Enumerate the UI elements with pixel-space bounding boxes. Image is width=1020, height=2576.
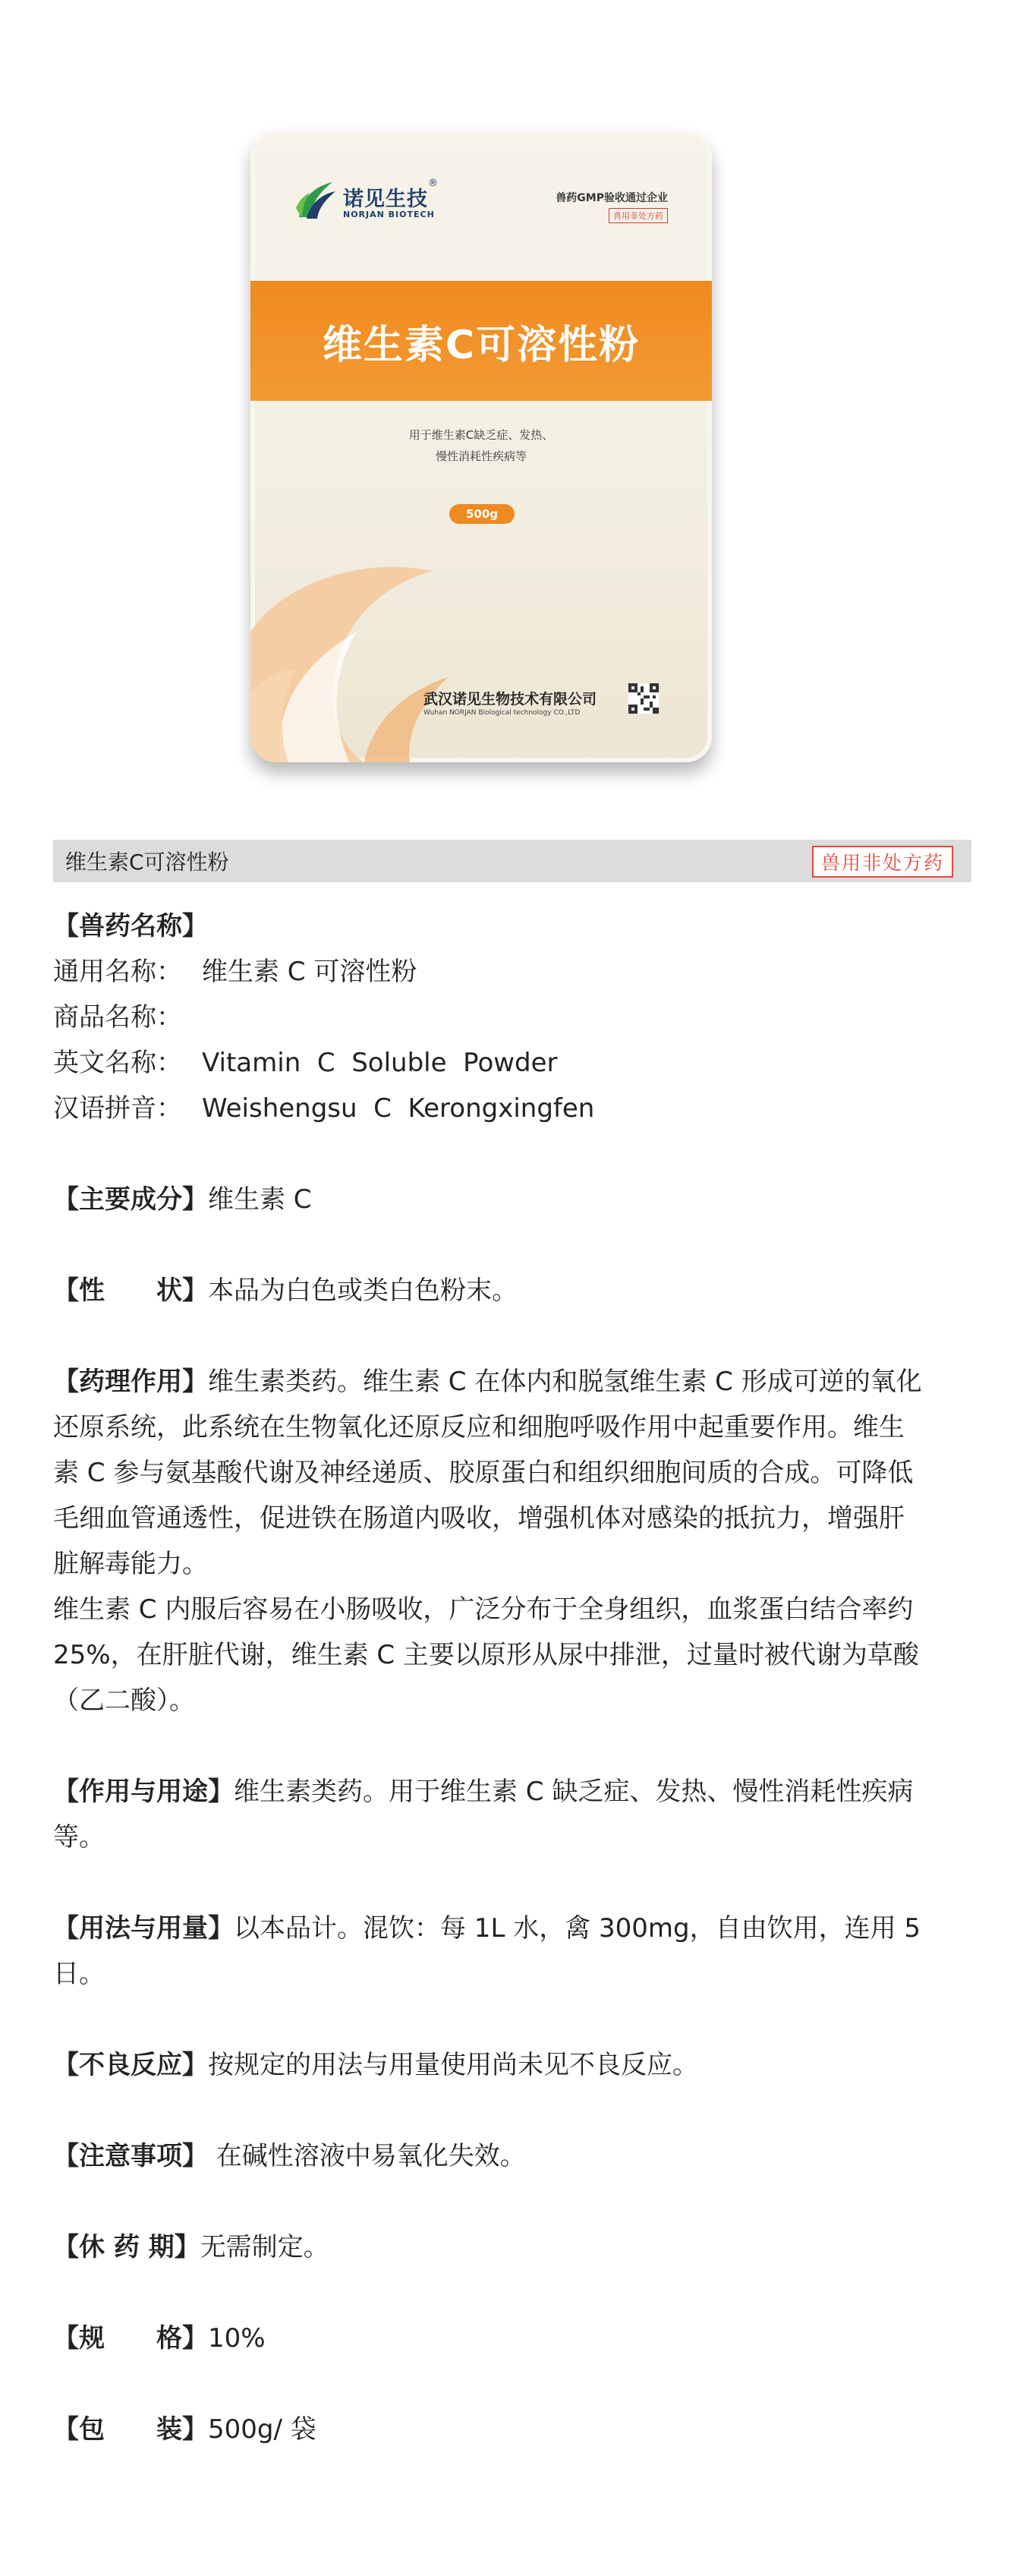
character-section [53, 1268, 979, 1313]
info-row [53, 995, 979, 1040]
registered-mark: ® [428, 178, 438, 189]
brand-name-en: NORJAN BIOTECH [343, 210, 435, 219]
package-product-name: 维生素C可溶性粉 [322, 322, 641, 368]
pharmacology-section [53, 1359, 979, 1405]
info-row [53, 949, 979, 995]
character-heading: 【性 状】 [53, 1275, 208, 1306]
info-row [53, 1040, 979, 1086]
info-label: 商品名称： [53, 1002, 182, 1033]
withdrawal-text: 无需制定。 [200, 2232, 329, 2262]
precaution-heading: 【注意事项】 [53, 2141, 208, 2171]
spec-section [53, 2316, 979, 2361]
otc-vet-badge: 兽用非处方药 [812, 846, 953, 878]
pharmacology-line: 素 C 参与氨基酸代谢及神经递质、胶原蛋白和组织细胞间质的合成。可降低 [53, 1458, 914, 1488]
product-title-bar [53, 840, 971, 882]
vet-name-heading: 【兽药名称】 [53, 911, 208, 941]
company-name-en: Wuhan NORJAN Biological technology CO.,LTD [423, 709, 581, 717]
dosage-text: 以本品计。混饮：每 1L 水，禽 300mg，自由饮用，连用 5 日。 [53, 1913, 921, 1989]
product-name-band [250, 281, 712, 401]
usage-line: 等。 [53, 1822, 105, 1852]
pharmacology-line: 脏解毒能力。 [53, 1549, 208, 1579]
info-value: 维生素 C 可溶性粉 [202, 957, 417, 987]
brand-name-cn: 诺见生技 [343, 188, 428, 211]
product-package-image [250, 131, 712, 762]
pharmacology-line: 维生素类药。维生素 C 在体内和脱氢维生素 C 形成可逆的氧化 [208, 1367, 922, 1397]
pharmacology-line: （乙二酸）。 [53, 1685, 195, 1716]
pharmacology-line: 还原系统，此系统在生物氧化还原反应和细胞呼吸作用中起重要作用。维生 [53, 1412, 905, 1442]
package-rx-badge: 兽用非处方药 [609, 208, 668, 223]
package-indication-line-1: 用于维生素C缺乏症、发热、 [408, 428, 554, 442]
adverse-text: 按规定的用法与用量使用尚未见不良反应。 [208, 2050, 698, 2080]
dosage-heading: 【用法与用量】 [53, 1913, 234, 1944]
packing-text: 500g/ 袋 [208, 2414, 316, 2445]
product-instructions [53, 903, 979, 2452]
info-label: 汉语拼音： [53, 1093, 182, 1124]
package-indication-line-2: 慢性消耗性疾病等 [435, 449, 527, 463]
spec-text: 10% [208, 2323, 266, 2354]
info-value: Vitamin C Soluble Powder [202, 1048, 558, 1078]
qr-code-icon [628, 683, 659, 714]
net-weight-badge: 500g [449, 504, 515, 524]
usage-heading: 【作用与用途】 [53, 1777, 234, 1807]
ingredient-text: 维生素 C [208, 1184, 312, 1215]
usage-section [53, 1769, 979, 1815]
gmp-certification: 兽药GMP验收通过企业 [556, 192, 668, 204]
product-title: 维生素C可溶性粉 [65, 850, 229, 875]
ingredient-section [53, 1177, 979, 1222]
adverse-heading: 【不良反应】 [53, 2050, 208, 2080]
info-label: 英文名称： [53, 1048, 182, 1078]
company-name-cn: 武汉诺见生物技术有限公司 [423, 691, 597, 708]
spec-heading: 【规 格】 [53, 2323, 208, 2354]
pharmacology-line: 25%，在肝脏代谢，维生素 C 主要以原形从尿中排泄，过量时被代谢为草酸 [53, 1640, 919, 1670]
packing-heading: 【包 装】 [53, 2414, 208, 2445]
info-row [53, 1086, 979, 1131]
pharmacology-line: 毛细血管通透性，促进铁在肠道内吸收，增强机体对感染的抵抗力，增强肝 [53, 1503, 905, 1534]
dosage-section [53, 1906, 979, 1997]
precaution-text: 在碱性溶液中易氧化失效。 [208, 2141, 526, 2171]
character-text: 本品为白色或类白色粉末。 [208, 1275, 518, 1306]
withdrawal-heading: 【休 药 期】 [53, 2232, 200, 2262]
adverse-section [53, 2042, 979, 2088]
info-label: 通用名称： [53, 957, 182, 987]
packing-section [53, 2407, 979, 2452]
ingredient-heading: 【主要成分】 [53, 1184, 208, 1215]
info-value: Weishengsu C Kerongxingfen [202, 1093, 595, 1124]
pharmacology-heading: 【药理作用】 [53, 1367, 208, 1397]
precaution-section [53, 2133, 979, 2179]
withdrawal-section [53, 2224, 979, 2270]
usage-line: 维生素类药。用于维生素 C 缺乏症、发热、慢性消耗性疾病 [234, 1777, 914, 1807]
brand-leaf-logo-icon [293, 178, 338, 223]
decorative-flame-graphic [250, 541, 478, 762]
pharmacology-line: 维生素 C 内服后容易在小肠吸收，广泛分布于全身组织，血浆蛋白结合率约 [53, 1594, 914, 1625]
